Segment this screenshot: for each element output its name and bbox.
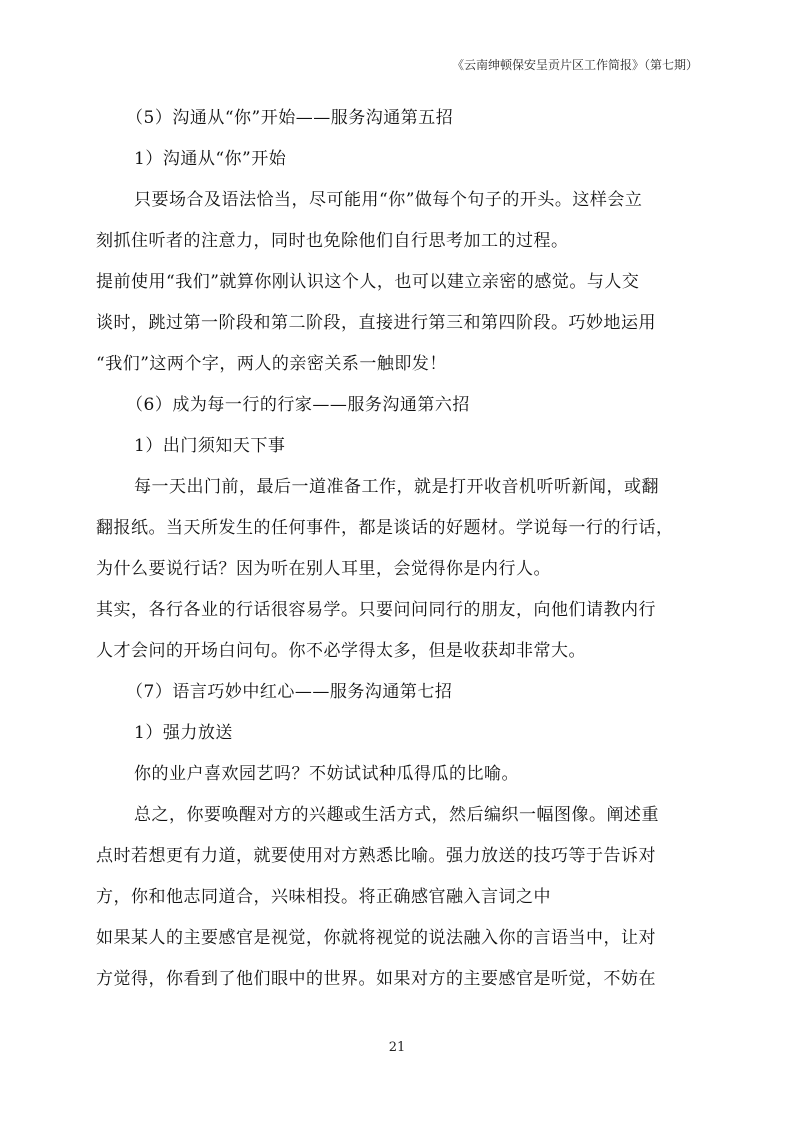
- section-heading: （5）沟通从“你”开始——服务沟通第五招: [126, 108, 454, 128]
- page-number: 21: [388, 1040, 406, 1055]
- paragraph-line: 总之，你要唤醒对方的兴趣或生活方式，然后编织一幅图像。阐述重: [134, 805, 659, 825]
- page-body: [96, 98, 696, 1000]
- section-heading: （7）语言巧妙中红心——服务沟通第七招: [126, 682, 453, 702]
- paragraph-line: 每一天出门前，最后一道准备工作，就是打开收音机听听新闻，或翻: [134, 477, 659, 497]
- paragraph-line: 提前使用“我们”就算你刚认识这个人，也可以建立亲密的感觉。与人交: [96, 272, 640, 292]
- paragraph-line: 你的业户喜欢园艺吗？不妨试试种瓜得瓜的比喻。: [134, 764, 519, 784]
- paragraph-line: 翻报纸。当天所发生的任何事件，都是谈话的好题材。学说每一行的行话，: [96, 518, 674, 538]
- paragraph-line: 如果某人的主要感官是视觉，你就将视觉的说法融入你的言语当中，让对: [96, 928, 656, 948]
- sub-heading: 1）出门须知天下事: [134, 436, 286, 456]
- paragraph-line: 点时若想更有力道，就要使用对方熟悉比喻。强力放送的技巧等于告诉对: [96, 846, 656, 866]
- paragraph-line: 人才会问的开场白问句。你不必学得太多，但是收获却非常大。: [96, 641, 586, 661]
- paragraph-line: 为什么要说行话？因为听在别人耳里，会觉得你是内行人。: [96, 559, 551, 579]
- header-divider: [96, 78, 698, 79]
- paragraph-line: 方，你和他志同道合，兴味相投。将正确感官融入言词之中: [96, 887, 551, 907]
- section-heading: （6）成为每一行的行家——服务沟通第六招: [126, 395, 470, 415]
- paragraph-line: 方觉得，你看到了他们眼中的世界。如果对方的主要感官是听觉，不妨在: [96, 969, 656, 989]
- paragraph-line: 刻抓住听者的注意力，同时也免除他们自行思考加工的过程。: [96, 231, 569, 251]
- running-header: 《云南绅顿保安呈贡片区工作简报》（第七期）: [451, 58, 698, 72]
- sub-heading: 1）沟通从“你”开始: [134, 149, 287, 169]
- paragraph-line: 其实，各行各业的行话很容易学。只要问问同行的朋友，向他们请教内行: [96, 600, 656, 620]
- paragraph-line: 只要场合及语法恰当，尽可能用“你”做每个句子的开头。这样会立: [134, 190, 643, 210]
- paragraph-line: 谈时，跳过第一阶段和第二阶段，直接进行第三和第四阶段。巧妙地运用: [96, 313, 656, 333]
- paragraph-line: “我们”这两个字，两人的亲密关系一触即发！: [96, 354, 447, 374]
- sub-heading: 1）强力放送: [134, 723, 233, 743]
